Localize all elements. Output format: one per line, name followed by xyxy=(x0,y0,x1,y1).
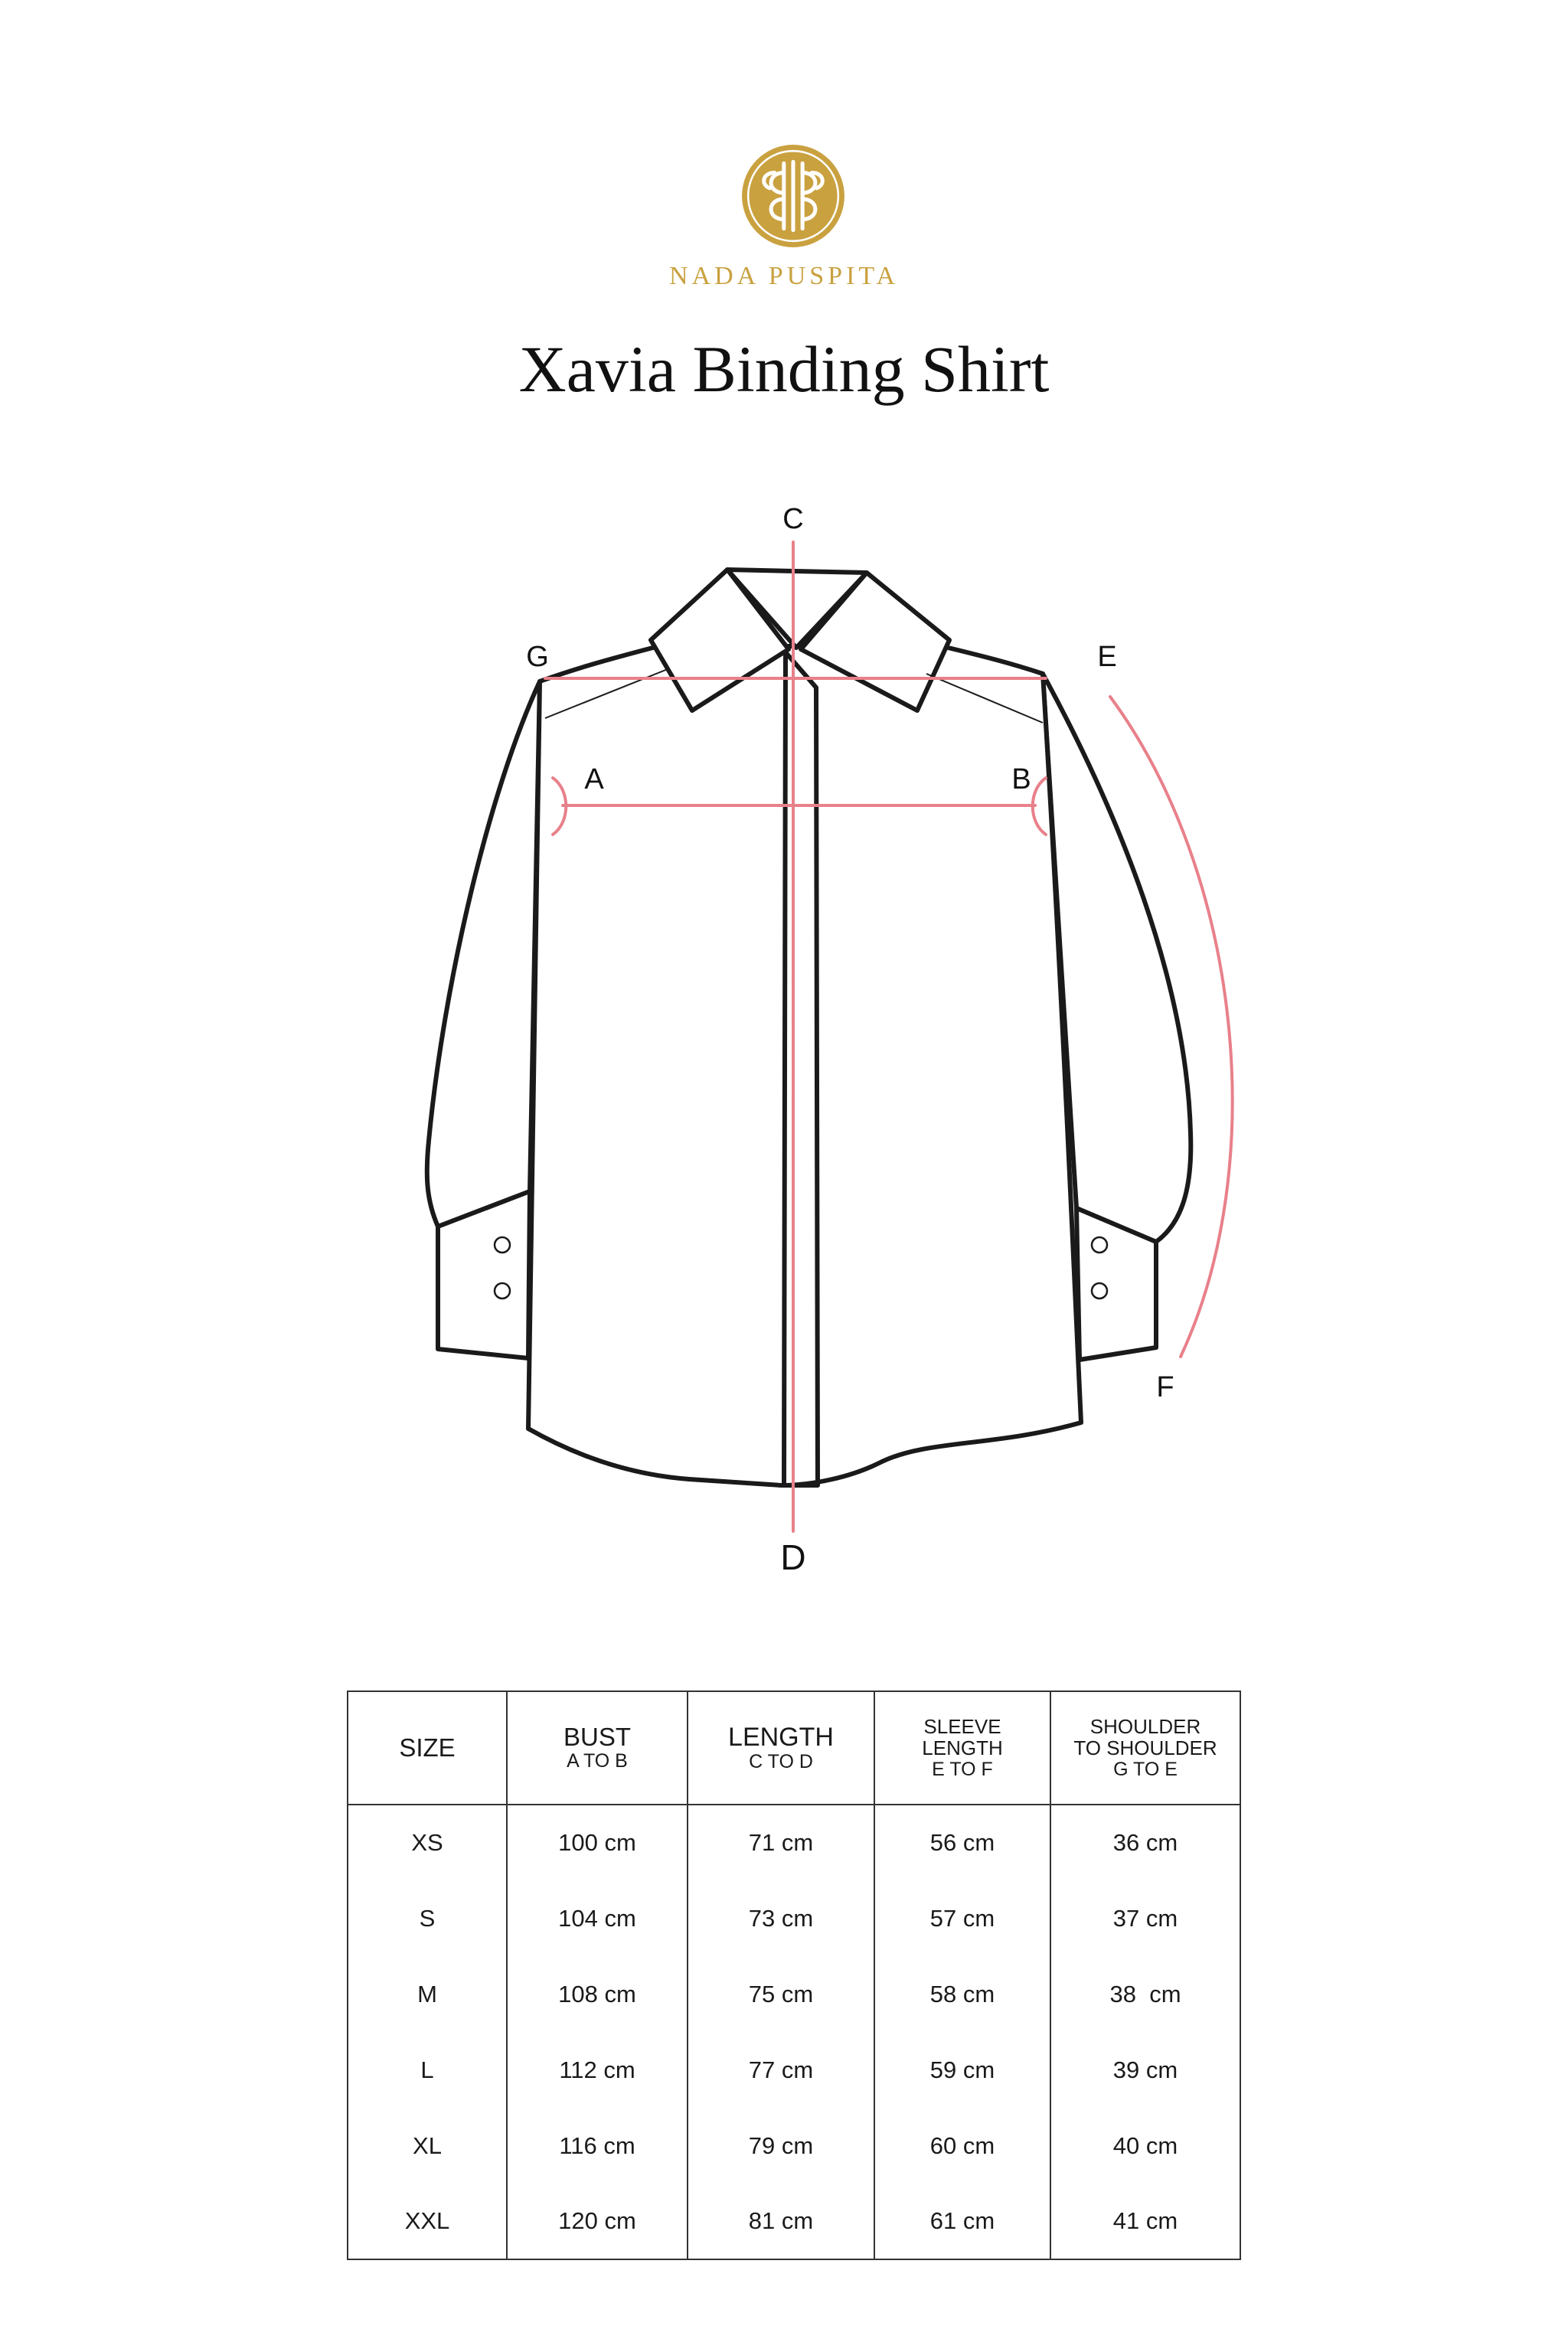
size-cell: XXL xyxy=(348,2184,507,2259)
shoulder-cell: 36 cm xyxy=(1050,1805,1240,1880)
shoulder-cell: 38 cm xyxy=(1050,1956,1240,2032)
table-header-row xyxy=(348,1691,1240,1805)
bust-cell: 120 cm xyxy=(507,2184,688,2259)
length-cell: 79 cm xyxy=(688,2108,874,2184)
bust-cell: 108 cm xyxy=(507,1956,688,2032)
table-row xyxy=(348,2184,1240,2259)
header-sleeve-length: SLEEVE LENGTH E TO F xyxy=(874,1691,1050,1805)
sleeve-cell: 57 cm xyxy=(874,1880,1050,1956)
table-row xyxy=(348,2108,1240,2184)
table-row xyxy=(348,1880,1240,1956)
table-row xyxy=(348,1956,1240,2032)
header-size: SIZE xyxy=(348,1691,507,1805)
point-label-c: C xyxy=(782,503,804,535)
length-cell: 81 cm xyxy=(688,2184,874,2259)
shoulder-cell: 39 cm xyxy=(1050,2032,1240,2108)
sleeve-cell: 60 cm xyxy=(874,2108,1050,2184)
shoulder-cell: 37 cm xyxy=(1050,1880,1240,1956)
length-cell: 73 cm xyxy=(688,1880,874,1956)
length-cell: 71 cm xyxy=(688,1805,874,1880)
header-shoulder-to-shoulder: SHOULDER TO SHOULDER G TO E xyxy=(1050,1691,1240,1805)
size-chart-table xyxy=(347,1690,1241,2260)
size-cell: M xyxy=(348,1956,507,2032)
bust-cell: 100 cm xyxy=(507,1805,688,1880)
length-cell: 77 cm xyxy=(688,2032,874,2108)
size-cell: S xyxy=(348,1880,507,1956)
table-row xyxy=(348,2032,1240,2108)
shirt-measurement-diagram xyxy=(0,490,1568,1592)
point-label-f: F xyxy=(1156,1371,1174,1403)
gold-monogram-circle-icon xyxy=(739,142,848,250)
brand-name: NADA PUSPITA xyxy=(668,262,900,290)
sleeve-cell: 56 cm xyxy=(874,1805,1050,1880)
size-cell: L xyxy=(348,2032,507,2108)
point-label-g: G xyxy=(526,641,549,673)
point-label-d: D xyxy=(780,1537,806,1577)
point-label-b: B xyxy=(1011,763,1031,795)
bust-cell: 116 cm xyxy=(507,2108,688,2184)
product-title: Xavia Binding Shirt xyxy=(518,332,1050,406)
size-cell: XL xyxy=(348,2108,507,2184)
sleeve-cell: 59 cm xyxy=(874,2032,1050,2108)
header-bust: BUST A TO B xyxy=(507,1691,688,1805)
sleeve-cell: 61 cm xyxy=(874,2184,1050,2259)
length-cell: 75 cm xyxy=(688,1956,874,2032)
shoulder-cell: 41 cm xyxy=(1050,2184,1240,2259)
shoulder-cell: 40 cm xyxy=(1050,2108,1240,2184)
point-label-e: E xyxy=(1097,641,1117,673)
table-row xyxy=(348,1805,1240,1880)
point-label-a: A xyxy=(584,763,604,795)
sleeve-cell: 58 cm xyxy=(874,1956,1050,2032)
bust-cell: 112 cm xyxy=(507,2032,688,2108)
shirt-outline xyxy=(427,570,1191,1485)
size-cell: XS xyxy=(348,1805,507,1880)
header-length: LENGTH C TO D xyxy=(688,1691,874,1805)
bust-cell: 104 cm xyxy=(507,1880,688,1956)
